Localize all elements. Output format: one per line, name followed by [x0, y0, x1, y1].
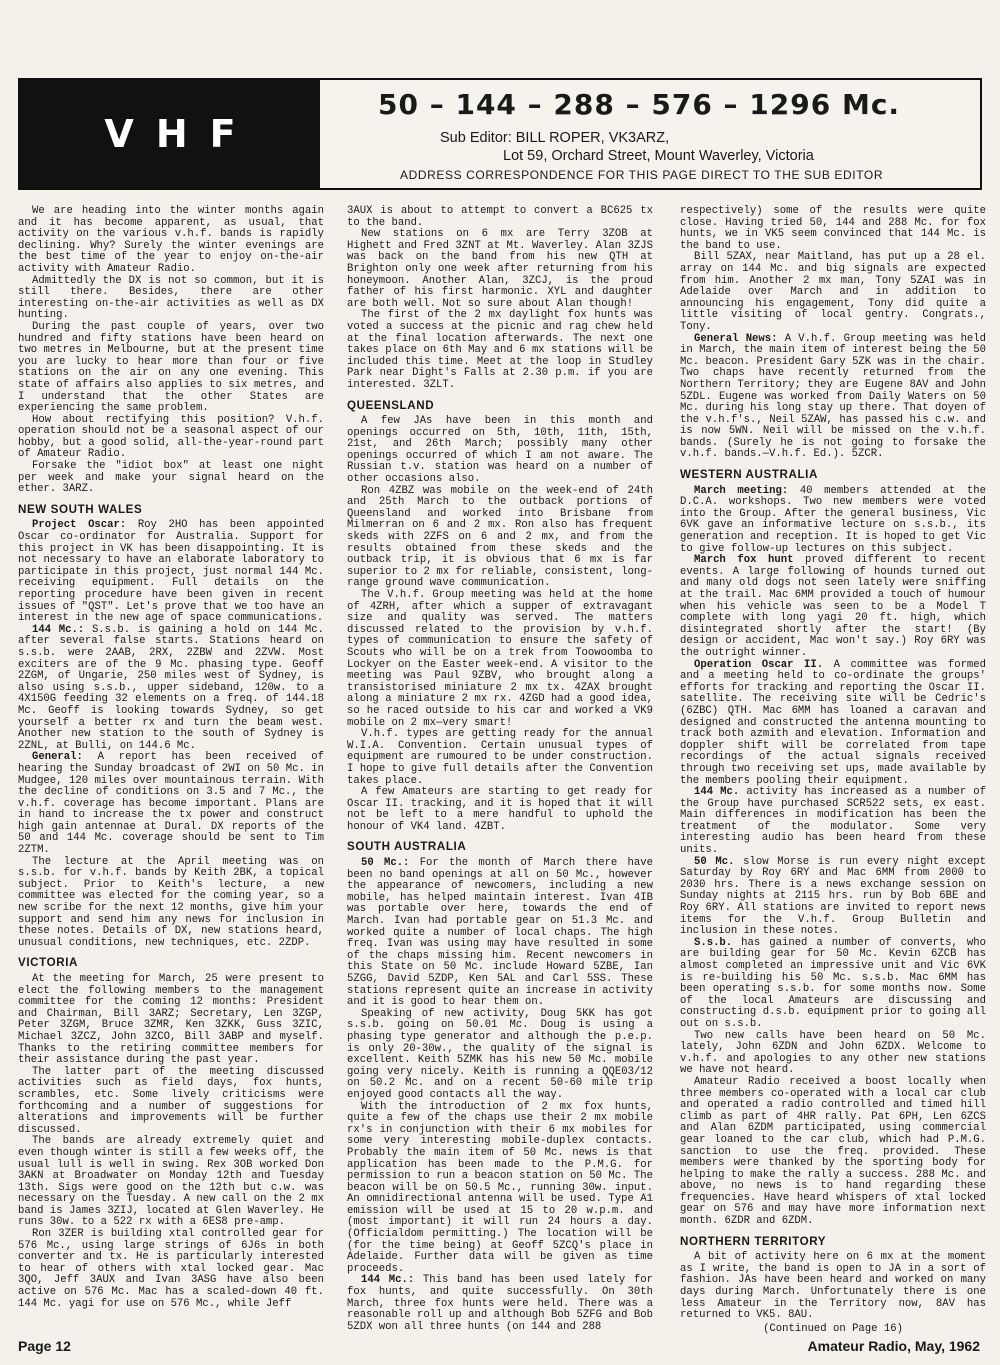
column-3 — [680, 206, 986, 1335]
section-heading-northern-territory: NORTHERN TERRITORY — [680, 1234, 827, 1248]
paragraph: The bands are already extremely quiet and even though winter is still a few weeks off, the usual lull is well in swing. Rex 3OB worked Don 3AKN at Broadwater on Monday 12th and Tuesday 13th. Sigs were good on the 12th but c.w. was necessary on the Tuesday. A new call on the 2 mx band is James 3ZIJ, located at Glen Waverley. He runs 30w. to a 522 rx with a 6ES8 pre-amp. — [18, 1135, 324, 1229]
paragraph: At the meeting for March, 25 were present to elect the following members to the management committee for the coming 12 months: President and Chairman, Bill 3ARZ; Secretary, Len 3ZGP, Peter 3ZGM, Bruce 3ZMR, Ken 3ZKK, Guss 3ZIC, Michael 3ZCZ, John 3ZCO, Bill 3ABP and myself. Thanks to the retiring committee members for their assistance during the past year. — [18, 973, 324, 1067]
paragraph-text: activity has increased as a number of the Group have purchased SCR522 sets, ex east. Main differences in modification has been the treatment of the modulator. Some very interesting audio has been heard from these units. — [680, 786, 986, 857]
section-heading-nsw: NEW SOUTH WALES — [18, 502, 143, 516]
paragraph: Amateur Radio received a boost locally when three members co-operated with a local car club and operated a radio controlled and timed hill climb as part of 4HR rally. Pat 6PH, Len 6ZCS and Alan 6ZDM participated, using commercial gear loaned to the car club, which had P.M.G. sanction to use the freq. provided. These members were thanked by the sporting body for helping to make the rally a success. 288 Mc. and above, no news is to hand regarding these frequencies. Have heard whispers of xtal locked gear on 576 and may have more information next month. 6ZDR and 6ZDM. — [680, 1075, 986, 1228]
section-title: VHF — [104, 112, 258, 156]
lead-in: March fox hunt — [694, 554, 794, 567]
paragraph-text: 40 members attended at the D.C.A. workshops. Two new members were voted into the Group. After the general business, Vic 6VK gave an informative lecture on s.s.b., its generation and reception. It is hoped to get Vic to give follow-up lectures on this subject. — [680, 484, 986, 555]
paragraph-text: slow Morse is run every night except Saturday by Roy 6RY and Mac 6MM from 2000 to 2030 hrs. There is a news exchange session on Sunday nights at 2115 hrs. run by Bob 6BE and Roy 6RY. All stations are invited to report news items for the V.h.f. Group Bulletin and inclusion in these notes. — [680, 855, 986, 938]
paragraph: We are heading into the winter months again and it has become apparent, as usual, that activity on the various v.h.f. bands is rapidly declining. Why? Surely the winter evenings are the best time of the year to enjoy on-the-air activity with Amateur Radio. — [18, 205, 324, 275]
paragraph: The V.h.f. Group meeting was held at the home of 4ZRH, after which a supper of extravagant size and quality was served. The matters discussed related to the provision by v.h.f. types of communication to ensure the safety of Scouts who will be on a trek from Toowoomba to Lockyer on the Easter week-end. A visitor to the meeting was Paul 9ZBV, who brought along a transistorised miniature 2 mx tx. 4ZAX brought along a miniature 2 mx rx. 4ZGD had a good idea, so he raced outside to his car and worked a VK9 mobile on 2 mx—very smart! — [347, 589, 653, 729]
paragraph: 3AUX is about to attempt to convert a BC625 tx to the band. — [347, 205, 653, 229]
paragraph — [347, 858, 653, 1009]
lead-in: 144 Mc. — [694, 786, 740, 799]
paragraph: A few Amateurs are starting to get ready for Oscar II. tracking, and it is hoped that it will not be left to a mere handful to uphold the honour of VK4 land. 4ZBT. — [347, 786, 653, 833]
section-heading-queensland: QUEENSLAND — [347, 398, 435, 412]
paragraph: How about rectifying this position? V.h.f. operation should not be a seasonal aspect of our hobby, but a good solid, all-the-year-round part of Amateur Radio. — [18, 413, 324, 461]
paragraph — [680, 857, 986, 938]
paragraph: The first of the 2 mx daylight fox hunts was voted a success at the picnic and rag chew held at the final location afterwards. The next one takes place on 6th May and 6 mx stations will be included this time. Meet at the loop in Studley Park near Dight's Falls at 2.30 p.m. if you are interested. 3ZLT. — [347, 309, 653, 391]
lead-in: 144 Mc.: — [32, 623, 85, 636]
lead-in: Project Oscar: — [32, 519, 127, 532]
magazine-issue: Amateur Radio, May, 1962 — [807, 1338, 980, 1354]
paragraph: Speaking of new activity, Doug 5KK has got s.s.b. going on 50.01 Mc. Doug is using a phasing type generator and although the p.e.p. is only 20-30w., the quality of the signal is excellent. Keith 5ZMK has his new 50 Mc. mobile going very nicely. Keith is running a QQE03/12 on 50.2 Mc. and on a recent 50-60 mile trip enjoyed good contacts all the way. — [347, 1007, 653, 1101]
paragraph: respectively) some of the results were quite close. Having tried 50, 144 and 288 Mc. for fox hunts, we in VK5 seem convinced that 144 Mc. is the band to use. — [680, 205, 986, 252]
paragraph: During the past couple of years, over two hundred and fifty stations have been heard on two metres in Melbourne, but at the present time you are lucky to hear more than four or five stations on the air on any one evening. This state of affairs also applies to six metres, and I understand that the other States are experiencing the same problem. — [18, 320, 324, 415]
paragraph: V.h.f. types are getting ready for the annual W.I.A. Convention. Certain unusual types of equipment are rumoured to be under construction. I hope to give full details after the Convention takes place. — [347, 728, 653, 787]
paragraph: New stations on 6 mx are Terry 3ZOB at Highett and Fred 3ZNT at Mt. Waverley. Alan 3ZJS was back on the band from his new QTH at Brighton only one week after returning from his honeymoon. Another Alan, 3ZCJ, is the proud father of his first harmonic. XYL and daughter are both well. Not so sure about Alan though! — [347, 228, 653, 310]
paragraph-text: has gained a number of converts, who are building gear for 50 Mc. Kevin 6ZCB has almost completed an impressive unit and Vic 6VK is re-building his 50 Mc. s.s.b. Mac 6MM has been operating s.s.b. for some months now. Some of the local Amateurs are discussing and constructing d.s.b. equipment prior to going all out on s.s.b. — [680, 936, 986, 1030]
paragraph — [680, 555, 986, 659]
paragraph: The lecture at the April meeting was on s.s.b. for v.h.f. bands by Keith 2BK, a topical subject. Prior to Keith's lecture, a new committee was elected for the coming year, so a new scribe for the next 12 months, give him your support and send him any news for inclusion in these notes. Details of DX, new stations heard, unusual conditions, new techniques, etc. 2ZDP. — [18, 855, 324, 949]
paragraph — [18, 752, 324, 856]
continued-note: (Continued on Page 16) — [763, 1322, 903, 1335]
lead-in: Operation Oscar II. — [694, 658, 824, 671]
paragraph-text: A committee was formed and a meeting held to co-ordinate the groups' efforts for tracking and reporting the Oscar II. satellite. The receiving site will be Cedric's (6ZBC) QTH. Mac 6MM has loaned a caravan and designed and constructed the antenna mounting to track both azmith and elevation. Information and doppler shift will be correlated from tape recordings of the actual signals received through two receiving set ups, made available by the members pooling their equipment. — [680, 658, 986, 787]
paragraph — [680, 660, 986, 788]
paragraph — [680, 787, 986, 857]
section-heading-victoria: VICTORIA — [18, 956, 78, 970]
lead-in: 50 Mc. — [694, 855, 735, 868]
paragraph — [680, 486, 986, 556]
paragraph-text: proved different to recent events. A large following of hounds turned out and many old dogs not seen lately were sniffing at the trail. Mac 6MM provided a touch of humour when his vehicle was seen to be a Model T complete with long yagi 20 ft. high, which disintegrated shortly after the start! (By design or accident, Mac won't say.) Roy 6RY was the outright winner. — [680, 554, 986, 659]
sub-editor: Sub Editor: BILL ROPER, VK3ARZ, — [440, 130, 670, 146]
paragraph: Bill 5ZAX, near Maitland, has put up a 28 el. array on 144 Mc. and big signals are expected from him. Another 2 mx man, Tony 5ZAI was in Adelaide over March and in addition to announcing his engagement, Tony did quite a little visiting of local gentry. Congrats., Tony. — [680, 251, 986, 333]
paragraph-text: Roy 2HO has been appointed Oscar co-ordinator for Australia. Support for this project in VK has been disappointing. It is not necessary to have an elaborate laboratory to participate in this project, just normal 144 Mc. receiving equipment. Full details on the reporting procedure have been given in recent issues of "QST". Let's prove that we too have an interest in the new age of space communications. — [18, 519, 324, 625]
paragraph — [18, 625, 324, 753]
lead-in: 144 Mc.: — [361, 1274, 415, 1287]
paragraph-text: For the month of March there have been no band openings at all on 50 Mc., however the appearance of newcomers, including a new mobile, has helped maintain interest. Ivan 4IB was portable over here, towards the end of March. Ivan had portable gear on 51.3 Mc. and worked quite a number of local chaps. The high freq. Ivan was using may have resulted in some of the chaps missing him. Recent newcomers in this State on 50 Mc. include Howard 5ZBE, Ian 5ZGG, David 5ZDP, Ken 5AL and Carl 5SS. These stations represent quite an increase in activity and it is good to hear them on. — [347, 857, 653, 1009]
paragraph: A few JAs have been in this month and openings occurred on 5th, 10th, 11th, 15th, 21st, and 26th March; possibly many other openings occurred of which I am not aware. The Russian t.v. station was heard on a number of other occasions also. — [347, 415, 653, 486]
lead-in: March meeting: — [694, 484, 789, 497]
page-header — [18, 78, 982, 190]
paragraph-text: S.s.b. is gaining a hold on 144 Mc. after several false starts. Stations heard on s.s.b. were 2AAB, 2RX, 2ZBW and 2ZVW. Most exciters are of the 9 Mc. phasing type. Geoff 2ZGM, of Ungarie, 250 miles west of Sydney, is also using s.s.b., upper sideband, 120w. to a 4X150G feeding 32 elements on a freq. of 144.18 Mc. Geoff is looking towards Sydney, so get yourself a better rx and turn the beam west. Another new station to the south of Sydney is 2ZNL, at Bulli, on 144.6 Mc. — [18, 623, 324, 752]
paragraph: Forsake the "idiot box" at least one night per week and make your signal heard on the ether. 3ARZ. — [18, 460, 324, 496]
lead-in: General News: — [694, 332, 778, 345]
lead-in: S.s.b. — [694, 936, 733, 949]
column-1 — [18, 206, 324, 1310]
editor-address: Lot 59, Orchard Street, Mount Waverley, Victoria — [503, 148, 814, 164]
header-info — [320, 80, 980, 188]
correspondence-notice: ADDRESS CORRESPONDENCE FOR THIS PAGE DIRECT TO THE SUB EDITOR — [400, 168, 884, 182]
section-banner — [20, 80, 320, 188]
paragraph-text: This band has been used lately for fox hunts, and quite successfully. On 30th March, three fox hunts were held. There was a reasonable roll up and although Bob 5ZFG and Bob 5ZDX won all three hunts (on 144 and 288 — [347, 1274, 653, 1333]
paragraph-text: A report has been received of hearing the Sunday broadcast of 2WI on 50 Mc. in Mudgee, 120 miles over mountainous terrain. With the decline of conditions on 3.5 and 7 Mc., the v.h.f. coverage has become important. Plans are in hand to increase the tx power and construct high gain antennae at Dural. DX reports of the 50 and 144 Mc. coverage should be sent to Tim 2ZTM. — [18, 751, 324, 857]
page-number: Page 12 — [18, 1338, 71, 1354]
lead-in: 50 Mc.: — [361, 857, 410, 870]
paragraph: A bit of activity here on 6 mx at the moment as I write, the band is open to JA in a sort of fashion. JAs have been heard and worked on many days during March. Unfortunately there is one less Amateur in the Territory now, 8AV has returned to VK5. 8AU. — [680, 1251, 986, 1322]
paragraph: Ron 4ZBZ was mobile on the week-end of 24th and 25th March to the outback portions of Queensland and worked into Brisbane from Milmerran on 6 and 2 mx. Ron also has frequent skeds with 2ZFS on 6 and 2 mx, and from the results obtained from these skeds and the outback trip, it is obvious that 6 mx is far superior to 2 mx for reliable, consistent, long-range ground wave communication. — [347, 484, 653, 590]
paragraph: The latter part of the meeting discussed activities such as field days, fox hunts, scrambles, etc. Some lively criticisms were forthcoming and a number of suggestions for alterations and improvements will be further discussed. — [18, 1065, 324, 1136]
section-heading-south-australia: SOUTH AUSTRALIA — [347, 840, 467, 854]
paragraph — [18, 520, 324, 624]
paragraph — [680, 938, 986, 1031]
column-2 — [347, 206, 653, 1333]
section-heading-western-australia: WESTERN AUSTRALIA — [680, 468, 818, 482]
band-list: 50 – 144 – 288 – 576 – 1296 Mc. — [378, 88, 901, 121]
paragraph: Ron 3ZER is building xtal controlled gear for 576 Mc., using large strings of 6J6s in both converter and tx. He is particularly interested to hear of others with xtal locked gear. Mac 3QO, Jeff 3AUX and Ivan 3ASG have also been active on 576 Mc. Mac has a scaled-down 40 ft. 144 Mc. yagi for use on 576 Mc., while Jeff — [18, 1228, 324, 1310]
paragraph: Admittedly the DX is not so common, but it is still there. Besides, there are other interesting on-the-air activities as well as DX hunting. — [18, 274, 324, 322]
paragraph — [680, 334, 986, 462]
paragraph-text: A V.h.f. Group meeting was held in March, the main item of interest being the 50 Mc. beacon. President Gary 5ZK was in the chair. Two chaps have recently returned from the Northern Territory; they are Eugene 8AV and John 5ZDL. Eugene was worked from Daily Waters on 50 Mc. during his long stay up there. That doyen of the v.h.f's., Neil 5ZAW, has passed his c.w. and is now 5WN. Neil will be missed on the v.h.f. bands. (Surely he is not going to forsake the v.h.f. bands.—V.h.f. Ed.). 5ZCR. — [680, 332, 986, 461]
lead-in: General: — [32, 751, 83, 764]
paragraph — [347, 1275, 653, 1333]
paragraph: Two new calls have been heard on 50 Mc. lately, John 6ZDN and John 6ZDX. Welcome to v.h.f. and apologies to any other new stations we have not heard. — [680, 1029, 986, 1077]
paragraph: With the introduction of 2 mx fox hunts, quite a few of the chaps use their 2 mx mobile rx's in conjunction with their 6 mx mobiles for some very interesting mobile-duplex contacts. Probably the main item of 50 Mc. news is that application has been made to the P.M.G. for permission to run a beacon station on 50 Mc. The beacon will be on 50.5 Mc., running 30w. input. An omnidirectional antenna will be used. Type A1 emission will be used at 15 to 20 w.p.m. and (most important) it will run 24 hours a day. (Officialdom permitting.) The location will be (for the time being) at Geoff 5ZCQ's place in Adelaide. Further data will be given as time proceeds. — [347, 1100, 653, 1275]
